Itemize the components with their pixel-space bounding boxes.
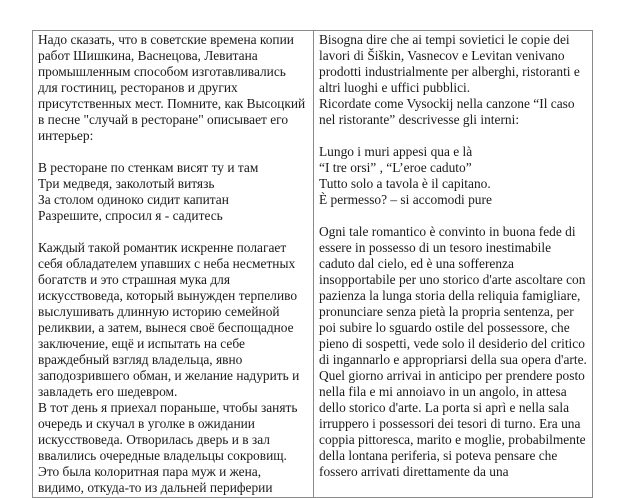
- italian-column: [314, 31, 593, 498]
- russian-verse-line: Разрешите, спросил я - садитесь: [38, 208, 223, 223]
- bilingual-text-table: [32, 30, 593, 498]
- italian-paragraph-1: Ogni tale romantico è convinto in buona fede di essere in possesso di un tesoro inestimabile caduto dal cielo, ed è una sofferenza insopportabile per uno storico d'arte ascoltare con pazienza la lunga storia della reliquia famigliare, pronunciare senza pietà la propria sentenza, per poi subire lo sguardo ostile del possessore, che pieno di sospetti, vede solo il desiderio del critico di ingannarlo e appropriarsi della sua opera d'arte.: [319, 224, 587, 367]
- italian-verse-line: Tutto solo a tavola è il capitano.: [319, 176, 491, 191]
- russian-paragraph-1: Каждый такой романтик искренне полагает себя обладателем упавших с неба несметных богатств и это страшная мука для искусствоведа, который вынужден терпеливо выслушивать длинную историю семейной реликвии, а затем, вынеся своё беспощадное заключение, ещё и испытать на себе враждебный взгляд владельца, явно заподозрившего обман, и желание надурить и завладеть его шедевром.: [38, 240, 300, 399]
- italian-verse-line: “I tre orsi” , “L’eroe caduto”: [319, 160, 472, 175]
- italian-paragraph-2: Quel giorno arrivai in anticipo per prendere posto nella fila e mi annoiavo in un angolo, in attesa dello storico d'arte. La porta si aprì e nella sala irruppero i possessori dei tesori di turno. Era una coppia pittoresca, marito e moglie, probabilmente della lontana periferia, si poteva pensare che fossero arrivati direttamente da una: [319, 368, 586, 479]
- italian-intro-1: Bisogna dire che ai tempi sovietici le copie dei lavori di Šiškin, Vasnecov e Levitan venivano prodotti industrialmente per alberghi, ristoranti e altri luoghi e uffici pubblici.: [319, 32, 580, 95]
- russian-verse-line: Три медведя, заколотый витязь: [38, 176, 215, 191]
- italian-verse-line: Lungo i muri appesi qua e là: [319, 144, 473, 159]
- table-row: [33, 31, 593, 498]
- russian-verse-line: В ресторане по стенкам висят ту и там: [38, 160, 259, 175]
- italian-verse-line: È permesso? – si accomodi pure: [319, 192, 492, 207]
- italian-intro-2: Ricordate come Vysockij nella canzone “Il caso nel ristorante” descrivesse gli interni:: [319, 96, 575, 127]
- russian-intro: Надо сказать, что в советские времена копии работ Шишкина, Васнецова, Левитана промышленным способом изготавливались для гостиниц, ресторанов и других присутственных мест. Помните, как Высоцкий в песне "случай в ресторане" описывает его интерьер:: [38, 32, 306, 143]
- russian-column: [33, 31, 314, 498]
- russian-verse-line: За столом одиноко сидит капитан: [38, 192, 229, 207]
- russian-paragraph-2: В тот день я приехал пораньше, чтобы занять очередь и скучал в уголке в ожидании искусствоведа. Отворилась дверь и в зал ввалились очередные владельцы сокровищ. Это была колоритная пара муж и жена, видимо, откуда-то из дальней периферии: [38, 400, 298, 495]
